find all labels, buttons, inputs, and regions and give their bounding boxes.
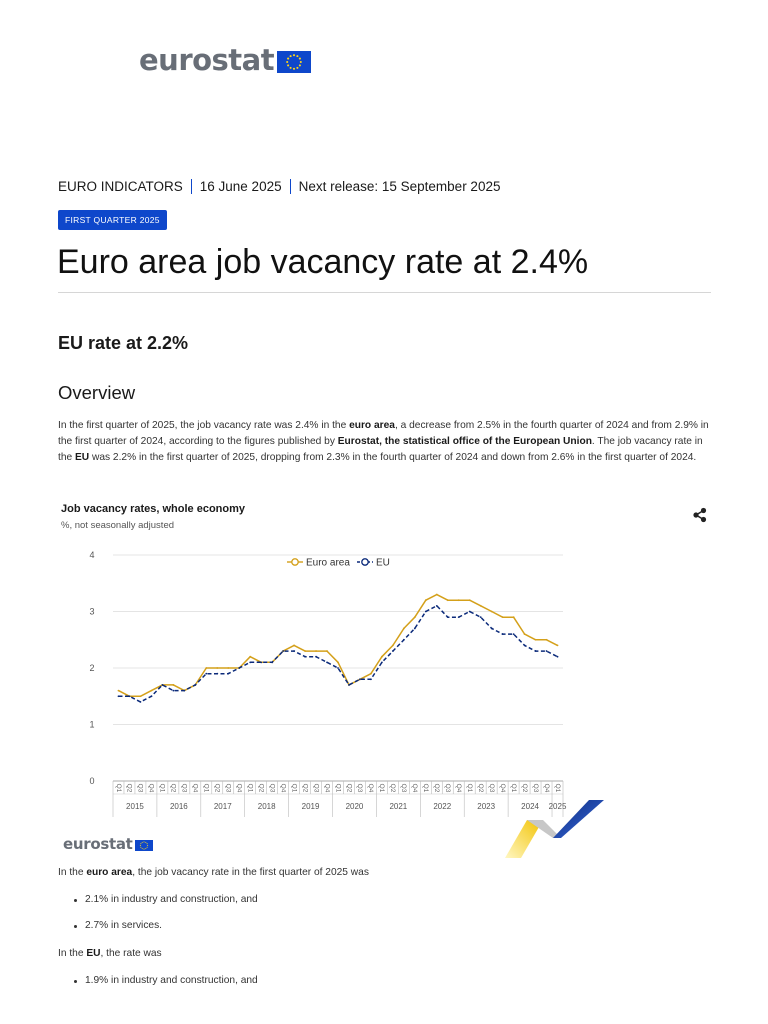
x-quarter-label: Q4 [498,783,506,793]
data-point[interactable] [183,690,185,692]
data-point[interactable] [502,633,504,635]
legend-item[interactable] [287,558,350,569]
data-point[interactable] [546,650,548,652]
data-point[interactable] [425,611,427,613]
legend-item[interactable] [357,558,390,569]
data-point[interactable] [282,650,284,652]
y-tick-label: 0 [89,776,95,786]
meta-divider [191,179,192,194]
data-point[interactable] [140,701,142,703]
x-quarter-label: Q4 [455,783,463,793]
data-point[interactable] [447,599,449,601]
x-quarter-label: Q1 [465,783,473,793]
x-quarter-label: Q4 [235,783,243,793]
x-year-label: 2016 [169,802,188,811]
x-quarter-label: Q1 [202,783,210,793]
release-meta [58,179,500,194]
release-category: EURO INDICATORS [58,179,183,194]
x-year-label: 2018 [257,802,276,811]
x-quarter-label: Q4 [147,783,155,793]
data-point[interactable] [129,695,131,697]
data-point[interactable] [381,656,383,658]
data-point[interactable] [513,633,515,635]
x-quarter-label: Q2 [125,783,133,793]
y-tick-label: 2 [89,663,95,673]
data-point[interactable] [337,667,339,669]
x-quarter-label: Q3 [356,783,364,793]
x-quarter-label: Q4 [411,783,419,793]
eu-flag-icon [277,51,311,73]
meta-divider [290,179,291,194]
x-quarter-label: Q3 [444,783,452,793]
data-point[interactable] [392,650,394,652]
data-point[interactable] [140,695,142,697]
list-item: 1.9% in industry and construction, and [85,975,258,986]
data-point[interactable] [172,684,174,686]
ea-sector-intro: In the euro area, the job vacancy rate in the first quarter of 2025 was [58,867,369,878]
x-quarter-label: Q2 [433,783,441,793]
x-quarter-label: Q4 [542,783,550,793]
data-point[interactable] [436,605,438,607]
x-quarter-label: Q3 [312,783,320,793]
data-point[interactable] [480,605,482,607]
page-subtitle: EU rate at 2.2% [58,333,189,353]
x-quarter-label: Q4 [323,783,331,793]
x-quarter-label: Q4 [367,783,375,793]
x-quarter-label: Q3 [180,783,188,793]
x-year-label: 2017 [213,802,232,811]
x-quarter-label: Q1 [422,783,430,793]
data-point[interactable] [172,690,174,692]
data-point[interactable] [216,673,218,675]
data-point[interactable] [557,645,559,647]
data-point[interactable] [151,695,153,697]
data-point[interactable] [502,616,504,618]
x-quarter-label: Q2 [389,783,397,793]
chart-source-logo [63,837,153,852]
x-quarter-label: Q3 [224,783,232,793]
data-point[interactable] [403,628,405,630]
x-quarter-label: Q2 [345,783,353,793]
overview-paragraph: In the first quarter of 2025, the job vacancy rate was 2.4% in the euro area, a decrease from 2.5% in the fourth quarter of 2024 and from 2.9% in the first quarter of 2024, according to the figures published by Eurostat, the statistical office of the European Union. The job vacancy rate in the EU was 2.2% in the first quarter of 2025, dropping from 2.3% in the fourth quarter of 2024 and down from 2.6% in the first quarter of 2024. [58,420,709,463]
y-tick-label: 4 [89,550,95,560]
x-year-label: 2019 [301,802,320,811]
data-point[interactable] [194,684,196,686]
data-point[interactable] [370,673,372,675]
logo-text: eurostat [63,835,133,853]
x-year-label: 2021 [389,802,408,811]
eu-flag-icon [135,840,153,851]
eurostat-logo[interactable] [139,43,311,77]
x-quarter-label: Q3 [487,783,495,793]
x-quarter-label: Q2 [476,783,484,793]
x-year-label: 2024 [521,802,539,811]
data-point[interactable] [216,667,218,669]
next-release: Next release: 15 September 2025 [298,179,501,194]
job-vacancy-chart [82,540,582,820]
data-point[interactable] [326,650,328,652]
svg-text:EU: EU [376,557,390,569]
data-point[interactable] [249,656,251,658]
list-item: 2.7% in services. [85,920,163,931]
data-point[interactable] [304,656,306,658]
x-quarter-label: Q2 [257,783,265,793]
x-quarter-label: Q3 [268,783,276,793]
data-point[interactable] [271,661,273,663]
x-year-label: 2022 [433,802,452,811]
period-badge: FIRST QUARTER 2025 [58,210,167,230]
y-tick-label: 1 [89,719,95,730]
series-line-eu[interactable] [119,606,558,702]
data-point[interactable] [227,673,229,675]
data-point[interactable] [513,616,515,618]
decorative-ribbon [505,798,605,860]
x-year-label: 2015 [126,802,144,811]
data-point[interactable] [118,695,120,697]
release-date: 16 June 2025 [199,179,282,194]
data-point[interactable] [535,639,537,641]
data-point[interactable] [381,661,383,663]
data-point[interactable] [469,599,471,601]
x-year-label: 2020 [345,802,364,811]
data-point[interactable] [293,645,295,647]
share-icon[interactable] [691,506,709,524]
data-point[interactable] [447,616,449,618]
x-quarter-label: Q1 [158,783,166,793]
data-point[interactable] [326,661,328,663]
x-quarter-label: Q1 [334,783,342,793]
series-line-euro-area[interactable] [119,595,558,697]
data-point[interactable] [161,684,163,686]
list-item: 2.1% in industry and construction, and [85,894,258,905]
x-year-label: 2025 [548,802,567,811]
x-quarter-label: Q3 [400,783,408,793]
data-point[interactable] [315,656,317,658]
data-point[interactable] [524,645,526,647]
chart-subtitle: %, not seasonally adjusted [61,520,175,531]
data-point[interactable] [557,656,559,658]
x-quarter-label: Q2 [520,783,528,793]
x-quarter-label: Q4 [191,783,199,793]
x-quarter-label: Q1 [290,783,298,793]
data-point[interactable] [205,667,207,669]
data-point[interactable] [337,661,339,663]
data-point[interactable] [491,611,493,613]
x-quarter-label: Q1 [246,783,254,793]
data-point[interactable] [348,684,350,686]
data-point[interactable] [414,628,416,630]
title-divider [58,292,711,293]
data-point[interactable] [205,673,207,675]
data-point[interactable] [436,594,438,596]
data-point[interactable] [458,616,460,618]
logo-text: eurostat [139,43,275,77]
data-point[interactable] [392,645,394,647]
data-point[interactable] [359,678,361,680]
x-quarter-label: Q4 [279,783,287,793]
x-quarter-label: Q2 [301,783,309,793]
x-quarter-label: Q2 [213,783,221,793]
data-point[interactable] [403,639,405,641]
data-point[interactable] [315,650,317,652]
data-point[interactable] [304,650,306,652]
data-point[interactable] [458,599,460,601]
y-tick-label: 3 [89,606,95,617]
data-point[interactable] [293,650,295,652]
data-point[interactable] [535,650,537,652]
overview-heading: Overview [58,382,136,403]
x-quarter-label: Q1 [114,783,122,793]
data-point[interactable] [118,690,120,692]
data-point[interactable] [469,611,471,613]
x-quarter-label: Q2 [169,783,177,793]
eu-sector-intro: In the EU, the rate was [58,948,162,959]
chart-title: Job vacancy rates, whole economy [61,503,246,515]
x-year-label: 2023 [477,802,496,811]
data-point[interactable] [480,616,482,618]
data-point[interactable] [227,667,229,669]
data-point[interactable] [249,661,251,663]
x-quarter-label: Q1 [553,783,561,793]
page-title: Euro area job vacancy rate at 2.4% [57,243,589,281]
data-point[interactable] [370,678,372,680]
data-point[interactable] [546,639,548,641]
data-point[interactable] [414,616,416,618]
data-point[interactable] [524,633,526,635]
x-quarter-label: Q1 [378,783,386,793]
data-point[interactable] [238,667,240,669]
data-point[interactable] [425,599,427,601]
x-quarter-label: Q3 [136,783,144,793]
data-point[interactable] [151,690,153,692]
x-quarter-label: Q1 [509,783,517,793]
x-quarter-label: Q3 [531,783,539,793]
data-point[interactable] [260,661,262,663]
svg-text:Euro area: Euro area [306,557,350,569]
data-point[interactable] [491,628,493,630]
